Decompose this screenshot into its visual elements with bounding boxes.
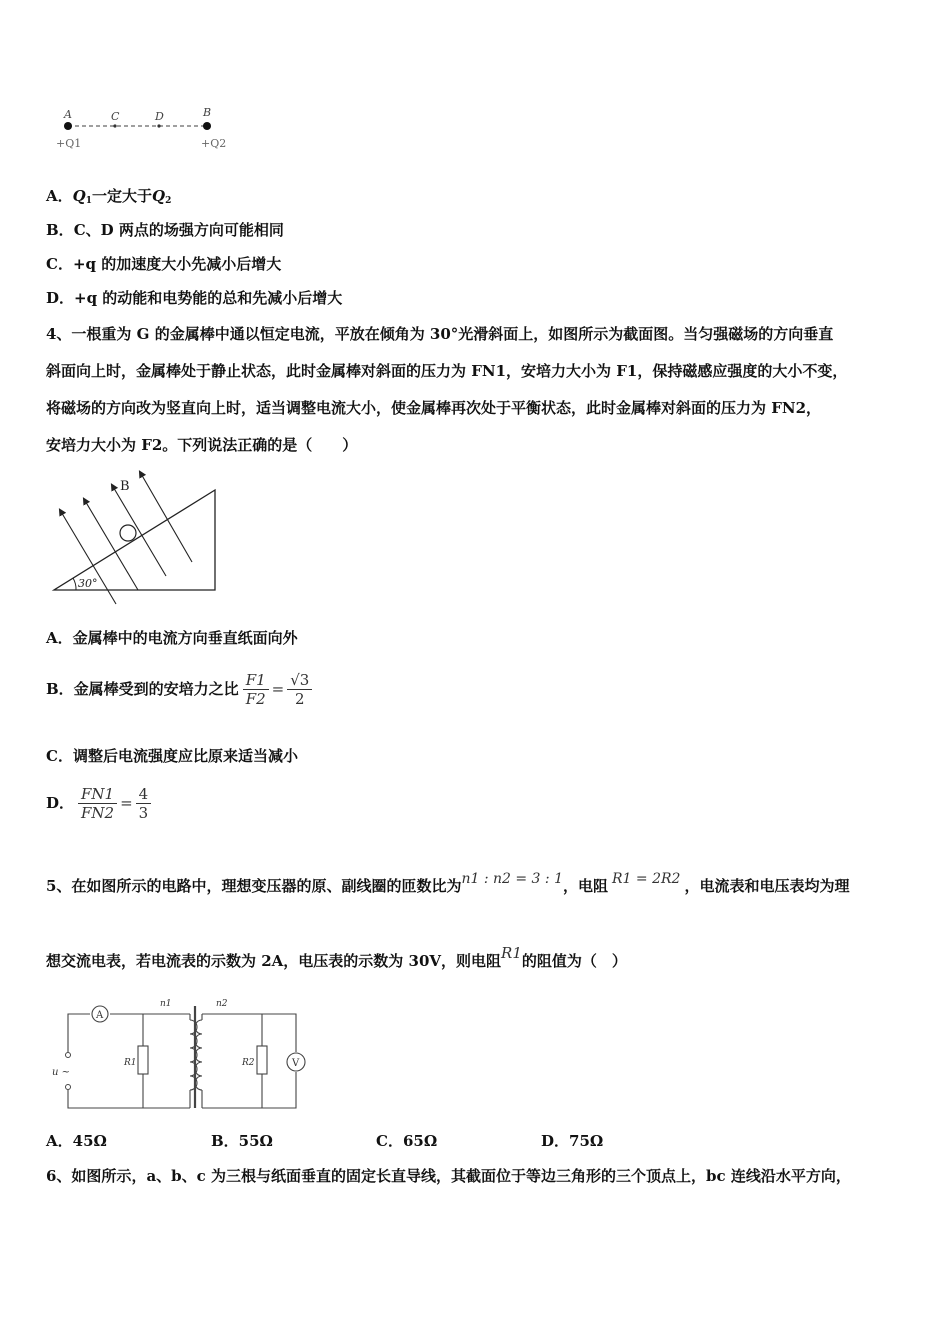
voltmeter-label: V [292, 1058, 300, 1069]
field-label-b: B [120, 479, 130, 494]
r2-label: R2 [242, 1058, 255, 1068]
charge-q1-label: +Q1 [56, 137, 82, 150]
turns-ratio: n1 : n2 = 3 : 1 [461, 871, 563, 887]
q4-option-d: D． $\frac{FN1}{FN2}$ = $\frac{4}{3}$ [46, 778, 151, 828]
ammeter-label: A [96, 1010, 104, 1021]
angle-label: 30° [78, 577, 98, 590]
q4-option-c: C．调整后电流强度应比原来适当减小 [46, 747, 298, 765]
q4-option-a: A．金属棒中的电流方向垂直纸面向外 [46, 629, 298, 647]
label-a: A [64, 108, 72, 121]
field-line-4 [140, 472, 192, 562]
q3-option-a: A．$Q_1$一定大于$Q_2$ [46, 187, 172, 206]
q6-stem-line-1: 6、如图所示，a、b、c 为三根与纸面垂直的固定长直导线，其截面位于等边三角形的三个顶点上，bc 连线沿水平方向， [46, 1167, 851, 1185]
n1-label: n1 [160, 999, 172, 1009]
resistance-relation: R1 = 2R2 [612, 871, 681, 887]
charge-point-a [64, 122, 72, 130]
q5-stem-line-2: 想交流电表，若电流表的示数为 2A，电压表的示数为 30V，则电阻R1的阻值为（ ） [46, 944, 627, 970]
force-ratio-fraction: $\frac{F1}{F2}$ [243, 671, 269, 708]
q4-option-b: B．金属棒受到的安培力之比 $\frac{F1}{F2}$ = $\frac{√3}{2}$ [46, 664, 312, 714]
q5-option-c: C．65Ω [376, 1132, 438, 1150]
four-thirds-fraction: $\frac{4}{3}$ [136, 785, 152, 822]
q3-option-c: C．+q 的加速度大小先减小后增大 [46, 255, 282, 273]
q4-stem-line-4: 安培力大小为 F2。下列说法正确的是（ ） [46, 436, 358, 454]
sqrt3-over-2-fraction: $\frac{√3}{2}$ [287, 671, 312, 708]
q5-option-b: B．55Ω [211, 1132, 273, 1150]
input-terminal-bottom [66, 1085, 71, 1090]
q5-option-a: A．45Ω [46, 1132, 107, 1150]
normal-force-ratio-fraction: $\frac{FN1}{FN2}$ [78, 785, 117, 822]
q4-stem-line-3: 将磁场的方向改为竖直向上时，适当调整电流大小，使金属棒再次处于平衡状态，此时金属棒对斜面的压力为 FN2， [46, 399, 822, 417]
q4-stem-line-1: 4、一根重为 G 的金属棒中通以恒定电流，平放在倾角为 30°光滑斜面上，如图所示为截面图。当匀强磁场的方向垂直 [46, 325, 834, 343]
incline-figure [40, 466, 230, 611]
charge-q2-label: +Q2 [201, 137, 227, 150]
resistor-r2 [257, 1046, 267, 1074]
angle-arc [73, 578, 76, 590]
point-c [113, 124, 116, 127]
r1-label: R1 [124, 1058, 137, 1068]
q3-option-d: D．+q 的动能和电势能的总和先减小后增大 [46, 289, 343, 307]
label-c: C [111, 110, 120, 123]
label-b: B [203, 106, 212, 119]
input-terminal-top [66, 1053, 71, 1058]
q4-stem-line-2: 斜面向上时，金属棒处于静止状态，此时金属棒对斜面的压力为 FN1，安培力大小为 F1，保持磁感应强度的大小不变， [46, 362, 848, 380]
q5-option-d: D．75Ω [541, 1132, 604, 1150]
q5-stem-line-1: 5、在如图所示的电路中，理想变压器的原、副线圈的匝数比为n1 : n2 = 3 : 1，电阻 R1 = 2R2 ，电流表和电压表均为理 [46, 871, 850, 895]
transformer-circuit-figure [48, 994, 310, 1116]
point-d [157, 124, 160, 127]
charge-line-figure [55, 104, 235, 154]
charge-point-b [203, 122, 211, 130]
n2-label: n2 [216, 999, 228, 1009]
source-label: u ~ [52, 1067, 70, 1078]
q3-option-b: B．C、D 两点的场强方向可能相同 [46, 221, 284, 239]
label-d: D [155, 110, 164, 123]
resistor-r1 [138, 1046, 148, 1074]
metal-rod [120, 525, 136, 541]
